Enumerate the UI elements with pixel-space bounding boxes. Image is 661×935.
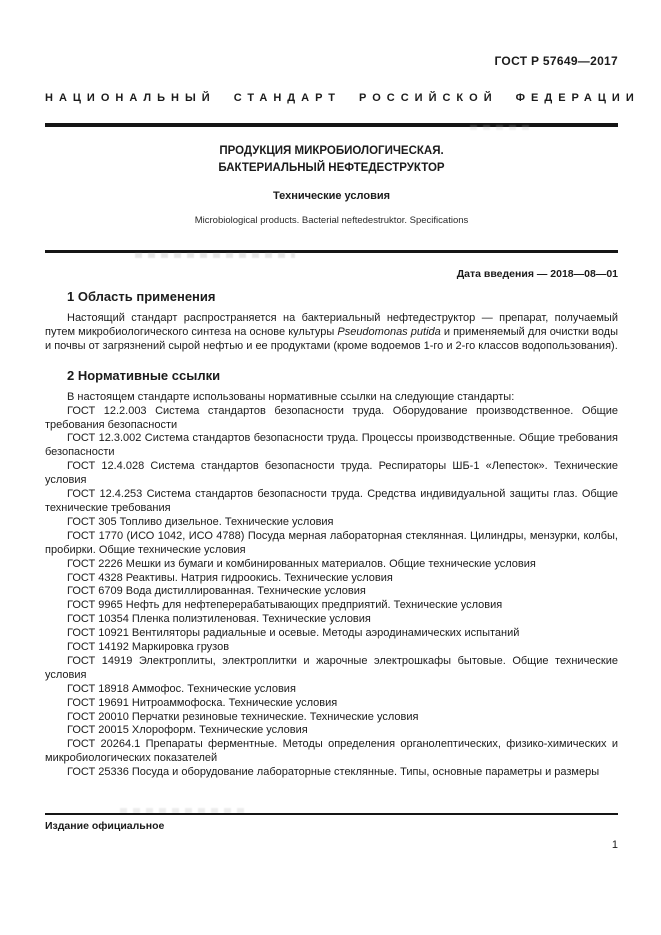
reference-item: ГОСТ 12.4.028 Система стандартов безопасности труда. Респираторы ШБ-1 «Лепесток». Технические условия bbox=[45, 460, 618, 487]
document-subtitle: Технические условия bbox=[272, 190, 391, 202]
header-rule bbox=[45, 123, 618, 127]
reference-item: ГОСТ 20264.1 Препараты ферментные. Методы определения органолептических, физико-химических и микробиологических показателей bbox=[45, 738, 618, 765]
reference-item: ГОСТ 4328 Реактивы. Натрия гидроокись. Технические условия bbox=[67, 571, 393, 584]
standard-number: ГОСТ Р 57649—2017 bbox=[494, 54, 618, 68]
reference-item: ГОСТ 2226 Мешки из бумаги и комбинированных материалов. Общие технические условия bbox=[67, 557, 536, 570]
title-rule bbox=[45, 250, 618, 253]
reference-item: ГОСТ 25336 Посуда и оборудование лабораторные стеклянные. Типы, основные параметры и размеры bbox=[67, 766, 600, 779]
section-1-heading: 1 Область применения bbox=[67, 289, 216, 304]
reference-item: ГОСТ 10921 Вентиляторы радиальные и осевые. Методы аэродинамических испытаний bbox=[67, 627, 520, 640]
document-title-english: Microbiological products. Bacterial neftedestruktor. Specifications bbox=[194, 215, 469, 226]
document-title bbox=[45, 143, 618, 177]
national-standard-header: НАЦИОНАЛЬНЫЙ СТАНДАРТ РОССИЙСКОЙ ФЕДЕРАЦИИ bbox=[45, 92, 640, 104]
references-intro: В настоящем стандарте использованы нормативные ссылки на следующие стандарты: bbox=[67, 390, 515, 403]
official-edition-note: Издание официальное bbox=[45, 820, 165, 832]
reference-item: ГОСТ 10354 Пленка полиэтиленовая. Технические условия bbox=[67, 613, 371, 626]
reference-item: ГОСТ 9965 Нефть для нефтеперерабатывающих предприятий. Технические условия bbox=[67, 599, 503, 612]
reference-item: ГОСТ 12.3.002 Система стандартов безопасности труда. Процессы производственные. Общие требования безопасности bbox=[45, 432, 618, 459]
reference-item: ГОСТ 14192 Маркировка грузов bbox=[67, 641, 230, 654]
section-2-heading: 2 Нормативные ссылки bbox=[67, 367, 221, 383]
page-footer bbox=[45, 813, 618, 851]
reference-item: ГОСТ 20010 Перчатки резиновые технические. Технические условия bbox=[67, 710, 419, 723]
reference-item: ГОСТ 1770 (ИСО 1042, ИСО 4788) Посуда мерная лабораторная стеклянная. Цилиндры, мензурки, колбы, пробирки. Общие технические условия bbox=[45, 529, 618, 556]
reference-item: ГОСТ 14919 Электроплиты, электроплитки и жарочные электрошкафы бытовые. Общие технические условия bbox=[45, 654, 618, 681]
section-1-paragraph bbox=[45, 312, 618, 354]
reference-item: ГОСТ 18918 Аммофос. Технические условия bbox=[67, 682, 296, 695]
scope-text-before: Настоящий стандарт распространяется на бактериальный нефтедеструктор — препарат, получаемый путем микробиологического синтеза на основе культуры bbox=[45, 312, 618, 338]
introduction-date: Дата введения — 2018—08—01 bbox=[456, 268, 618, 280]
scope-text-latin-species: Pseudomonas putida bbox=[337, 325, 441, 338]
reference-item: ГОСТ 12.2.003 Система стандартов безопасности труда. Оборудование производственное. Общие требования безопасности bbox=[45, 404, 618, 431]
reference-item: ГОСТ 305 Топливо дизельное. Технические условия bbox=[67, 515, 334, 528]
page-number: 1 bbox=[611, 839, 618, 851]
document-title-line2: БАКТЕРИАЛЬНЫЙ НЕФТЕДЕСТРУКТОР bbox=[218, 162, 445, 174]
scope-text-after: и применяемый для очистки воды и почвы от загрязнений сырой нефтью и ее продуктами (кроме водоемов 1-го и 2-го классов водопользования). bbox=[45, 325, 618, 352]
reference-item: ГОСТ 20015 Хлороформ. Технические условия bbox=[67, 724, 308, 737]
document-title-line1: ПРОДУКЦИЯ МИКРОБИОЛОГИЧЕСКАЯ. bbox=[219, 145, 444, 157]
reference-item: ГОСТ 6709 Вода дистиллированная. Технические условия bbox=[67, 585, 366, 598]
reference-item: ГОСТ 19691 Нитроаммофоска. Технические условия bbox=[67, 696, 338, 709]
reference-item: ГОСТ 12.4.253 Система стандартов безопасности труда. Средства индивидуальной защиты глаз. Общие технические требования bbox=[45, 488, 618, 514]
